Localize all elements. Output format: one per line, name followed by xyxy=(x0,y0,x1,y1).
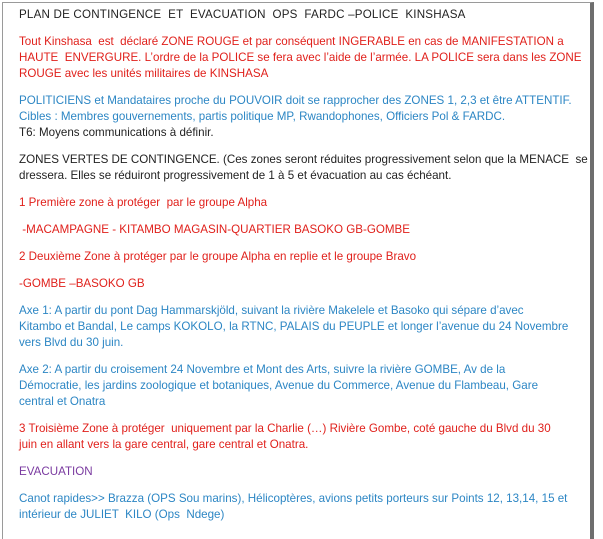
spacer xyxy=(19,453,589,464)
green-zones-line-1: ZONES VERTES DE CONTINGENCE. (Ces zones seront réduites progressivement selon que la MENACE se xyxy=(19,153,588,166)
spacer xyxy=(19,82,589,93)
zone1-places: -MACAMPAGNE - KITAMBO MAGASIN-QUARTIER BASOKO GB-GOMBE xyxy=(19,223,411,236)
axe1-line-3: vers Blvd du 30 juin. xyxy=(19,336,124,349)
zone2-places: -GOMBE –BASOKO GB xyxy=(19,277,145,290)
red-zone-line-1: Tout Kinshasa est déclaré ZONE ROUGE et par conséquent INGERABLE en cas de MANIFESTATION a xyxy=(19,35,564,48)
evacuation-line-1: Canot rapides>> Brazza (OPS Sou marins), Hélicoptères, avions petits porteurs sur Points 12, 13,14, 15 et xyxy=(19,492,568,505)
zone2-title: 2 Deuxième Zone à protéger par le groupe Alpha en replie et le groupe Bravo xyxy=(19,250,417,263)
axe1-line-2: Kitambo et Bandal, Le camps KOKOLO, la RTNC, PALAIS du PEUPLE et longer l’avenue du 24 Novembre xyxy=(19,320,569,333)
spacer xyxy=(19,211,589,222)
axe2-line-2: Démocratie, les jardins zoologique et botaniques, Avenue du Commerce, Avenue du Flambeau, Gare xyxy=(19,379,539,392)
spacer xyxy=(19,184,589,195)
t6-line: T6: Moyens communications à définir. xyxy=(19,126,214,139)
axe2-line-3: central et Onatra xyxy=(19,395,106,408)
evacuation-line-2: intérieur de JULIET KILO (Ops Ndege) xyxy=(19,508,225,521)
red-zone-line-2: HAUTE ENVERGURE. L’ordre de la POLICE se fera avec l’aide de l’armée. LA POLICE sera dans les ZONE xyxy=(19,51,582,64)
red-zone-line-3: ROUGE avec les unités militaires de KINSHASA xyxy=(19,67,269,80)
spacer xyxy=(19,410,589,421)
politicians-line-2: Cibles : Membres gouvernements, partis politique MP, Rwandophones, Officiers Pol & FARDC. xyxy=(19,110,506,123)
spacer xyxy=(19,351,589,362)
spacer xyxy=(19,292,589,303)
spacer xyxy=(19,265,589,276)
axe1-line-1: Axe 1: A partir du pont Dag Hammarskjöld, suivant la rivière Makelele et Basoko qui sépare d’avec xyxy=(19,304,524,317)
evacuation-title: EVACUATION xyxy=(19,465,93,478)
spacer xyxy=(19,23,589,34)
axe2-line-1: Axe 2: A partir du croisement 24 Novembre et Mont des Arts, suivre la rivière GOMBE, Av de la xyxy=(19,363,506,376)
zone3-line-1: 3 Troisième Zone à protéger uniquement par la Charlie (…) Rivière Gombe, coté gauche du Blvd du 30 xyxy=(19,422,551,435)
document-body xyxy=(19,7,589,523)
document-title: PLAN DE CONTINGENCE ET EVACUATION OPS FARDC –POLICE KINSHASA xyxy=(19,8,466,21)
document-frame xyxy=(2,2,594,539)
spacer xyxy=(19,141,589,152)
politicians-line-1: POLITICIENS et Mandataires proche du POUVOIR doit se rapprocher des ZONES 1, 2,3 et être ATTENTIF. xyxy=(19,94,572,107)
zone3-line-2: juin en allant vers la gare central, gare central et Onatra. xyxy=(19,438,309,451)
zone1-title: 1 Première zone à protéger par le groupe Alpha xyxy=(19,196,268,209)
spacer xyxy=(19,480,589,491)
spacer xyxy=(19,238,589,249)
green-zones-line-2: dressera. Elles se réduiront progressivement de 1 à 5 et évacuation au cas échéant. xyxy=(19,169,452,182)
